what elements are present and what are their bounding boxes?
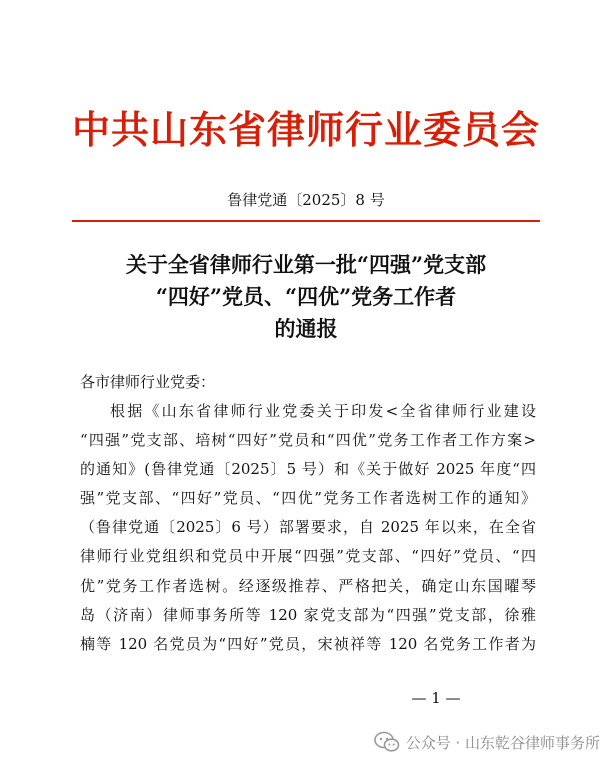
notice-title [0, 249, 612, 345]
body-line: 根据《山东省律师行业党委关于印发<全省律师行业建设 [110, 402, 536, 420]
notice-title-line-3: 的通报 [274, 316, 338, 341]
masthead-title: 中共山东省律师行业委员会 [71, 107, 540, 152]
notice-title-line-2: “四好”党员、“四优”党务工作者 [155, 284, 457, 309]
notice-title-line-1: 关于全省律师行业第一批“四强”党支部 [125, 252, 487, 277]
body-line: （鲁律党通〔2025〕6 号）部署要求，自 2025 年以来，在全省 [80, 518, 536, 537]
body-line: 楠等 120 名党员为“四好”党员，宋祯祥等 120 名党务工作者为 [80, 634, 536, 653]
salutation: 各市律师行业党委： [80, 373, 216, 391]
body-paragraph [80, 401, 536, 663]
body-line: “四强”党支部、培树“四好”党员和“四优”党务工作者工作方案> [80, 431, 536, 450]
document-number: 鲁律党通〔2025〕8 号 [227, 191, 385, 209]
body-line: 强”党支部、“四好”党员、“四优”党务工作者选树工作的通知》 [80, 489, 536, 508]
red-divider-line [72, 220, 540, 222]
body-line: 律师行业党组织和党员中开展“四强”党支部、“四好”党员、“四 [80, 547, 536, 566]
watermark-text: 公众号 · 山东乾谷律师事务所 [405, 733, 600, 752]
wechat-icon [374, 731, 400, 753]
body-line: 优”党务工作者选树。经逐级推荐、严格把关，确定山东国曜琴 [80, 576, 536, 595]
body-line: 的通知》(鲁律党通〔2025〕5 号）和《关于做好 2025 年度“四 [80, 460, 536, 479]
watermark [374, 729, 600, 755]
body-line: 岛（济南）律师事务所等 120 家党支部为“四强”党支部，徐雅 [80, 605, 536, 624]
page-number: — 1 — [411, 689, 461, 707]
